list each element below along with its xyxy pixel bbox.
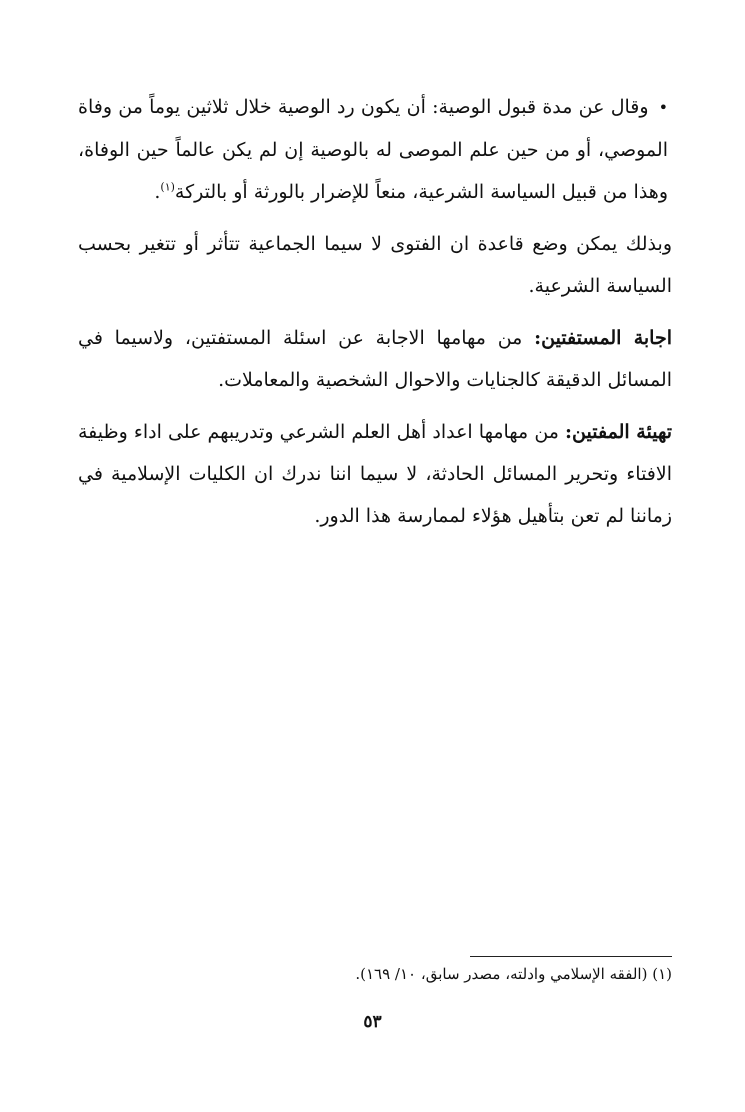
footnote-number: (١) [652, 965, 672, 983]
paragraph-label: تهيئة المفتين: [565, 421, 673, 443]
bullet-icon: • [658, 98, 668, 117]
paragraph-preparing-muftis [78, 411, 672, 537]
page-number: ٥٣ [363, 1012, 382, 1032]
paragraph-will-acceptance [78, 86, 672, 213]
footnote-reference[interactable]: (١) [160, 180, 175, 194]
paragraph-text: وقال عن مدة قبول الوصية: أن يكون رد الوصية خلال ثلاثين يوماً من وفاة الموصي، أو من حين علم الموصى له بالوصية إن لم يكن عالماً حين الوفاة، وهذا من قبيل السياسة الشرعية، منعاً للإضرار بالورثة أو بالتركة [78, 96, 668, 203]
paragraph-text: من مهامها اعداد أهل العلم الشرعي وتدريبهم على اداء وظيفة الافتاء وتحرير المسائل الحادثة، لا سيما اننا ندرك ان الكليات الإسلامية في زماننا لم تعن بتأهيل هؤلاء لممارسة هذا الدور. [78, 421, 672, 527]
paragraph-text: من مهامها الاجابة عن اسئلة المستفتين، ولاسيما في المسائل الدقيقة كالجنايات والاحوال الشخصية والمعاملات. [78, 327, 672, 391]
paragraph-answering-questioners [78, 317, 672, 401]
paragraph-end: . [154, 181, 161, 203]
paragraph-fatwa-rule [78, 223, 672, 307]
page-body [78, 86, 672, 547]
footnote-divider [470, 956, 672, 957]
paragraph-label: اجابة المستفتين: [534, 327, 672, 349]
footnote-text: (الفقه الإسلامي وادلته، مصدر سابق، ١٠/ ١٦٩). [355, 965, 648, 983]
paragraph-text: وبذلك يمكن وضع قاعدة ان الفتوى لا سيما الجماعية تتأثر أو تتغير بحسب السياسة الشرعية. [78, 233, 672, 297]
footnote [252, 962, 672, 986]
